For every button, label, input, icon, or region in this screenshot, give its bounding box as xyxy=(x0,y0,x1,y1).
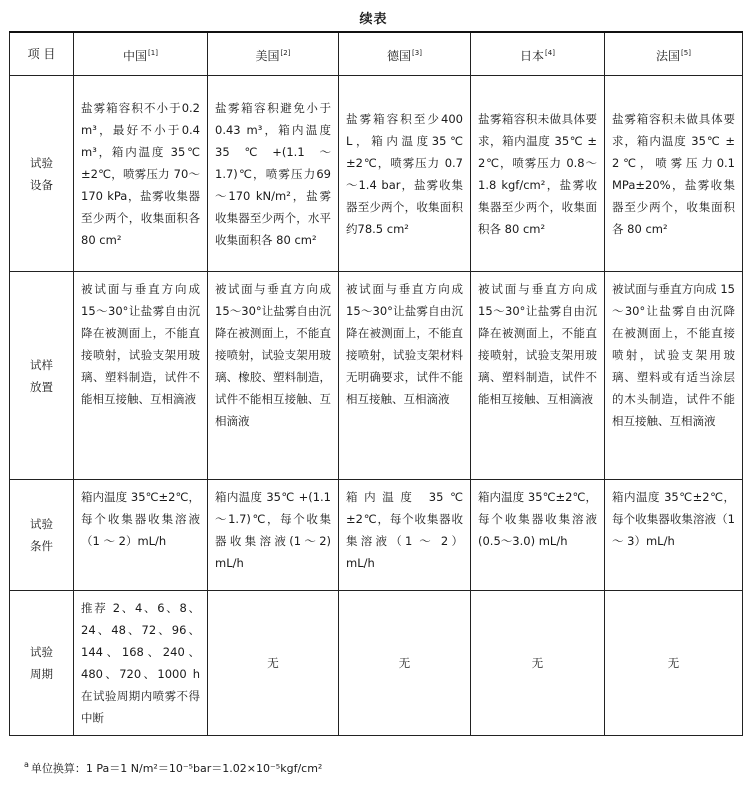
cell-france-placement: 被试面与垂直方向成 15～30°让盐雾自由沉降在被测面上，不能直接喷射，试验支架用玻璃、塑料或有适当涂层的木头制造，试件不能相互接触、互相滴液 xyxy=(605,272,743,480)
row-label-test-equipment: 试验 设备 xyxy=(10,76,74,272)
table-header-row xyxy=(10,32,743,76)
cell-germany-placement: 被试面与垂直方向成 15～30°让盐雾自由沉降在被测面上，不能直接喷射，试验支架材料无明确要求，试件不能相互接触、互相滴液 xyxy=(339,272,471,480)
unit-conversion-footnote xyxy=(24,760,322,776)
row-label-test-conditions: 试验 条件 xyxy=(10,480,74,591)
table-caption: 续表 xyxy=(359,12,388,27)
cell-china-conditions: 箱内温度 35℃±2℃，每个收集器收集溶液（1 ～ 2）mL/h xyxy=(74,480,208,591)
table-row xyxy=(10,272,743,480)
cell-japan-equipment: 盐雾箱容积未做具体要求，箱内温度 35℃ ± 2℃，喷雾压力 0.8～1.8 kgf/cm²，盐雾收集器至少两个，收集面积各 80 cm² xyxy=(471,76,605,272)
cell-germany-period: 无 xyxy=(339,591,471,736)
row-label-test-period: 试验 周期 xyxy=(10,591,74,736)
footnote-text: 单位换算：1 Pa＝1 N/m²＝10⁻⁵bar＝1.02×10⁻⁵kgf/cm² xyxy=(30,762,323,775)
header-country-japan: 日本[4] xyxy=(471,32,605,76)
salt-spray-standards-table xyxy=(9,31,743,736)
row-label-specimen-placement: 试样 放置 xyxy=(10,272,74,480)
cell-japan-conditions: 箱内温度 35℃±2℃，每个收集器收集溶液(0.5～3.0) mL/h xyxy=(471,480,605,591)
header-item: 项 目 xyxy=(10,32,74,76)
header-country-germany: 德国[3] xyxy=(339,32,471,76)
cell-germany-conditions: 箱内温度 35℃±2℃，每个收集器收集溶液（1 ～ 2）mL/h xyxy=(339,480,471,591)
table-row xyxy=(10,480,743,591)
cell-japan-period: 无 xyxy=(471,591,605,736)
cell-france-conditions: 箱内温度 35℃±2℃，每个收集器收集溶液（1 ～ 3）mL/h xyxy=(605,480,743,591)
cell-usa-equipment: 盐雾箱容积避免小于 0.43 m³，箱内温度 35℃+(1.1～1.7)℃，喷雾压力69～170 kN/m²，盐雾收集器至少两个，水平收集面积各 80 cm² xyxy=(208,76,339,272)
cell-usa-period: 无 xyxy=(208,591,339,736)
cell-china-equipment: 盐雾箱容积不小于0.2 m³，最好不小于0.4 m³，箱内温度 35℃±2℃，喷雾压力 70～170 kPa，盐雾收集器至少两个，收集面积各 80 cm² xyxy=(74,76,208,272)
table-row xyxy=(10,76,743,272)
cell-usa-placement: 被试面与垂直方向成 15～30°让盐雾自由沉降在被测面上，不能直接喷射，试验支架用玻璃、橡胶、塑料制造，试件不能相互接触、互相滴液 xyxy=(208,272,339,480)
cell-france-equipment: 盐雾箱容积未做具体要求，箱内温度 35℃ ± 2℃，喷雾压力0.1 MPa±20%，盐雾收集器至少两个，收集面积各 80 cm² xyxy=(605,76,743,272)
table-row xyxy=(10,591,743,736)
header-country-china: 中国[1] xyxy=(74,32,208,76)
cell-china-placement: 被试面与垂直方向成 15～30°让盐雾自由沉降在被测面上，不能直接喷射，试验支架用玻璃、塑料制造，试件不能相互接触、互相滴液 xyxy=(74,272,208,480)
header-country-usa: 美国[2] xyxy=(208,32,339,76)
cell-china-period: 推荐 2、4、6、8、24、48、72、96、144、168、240、480、720、1000 h 在试验周期内喷雾不得中断 xyxy=(74,591,208,736)
cell-france-period: 无 xyxy=(605,591,743,736)
cell-japan-placement: 被试面与垂直方向成 15～30°让盐雾自由沉降在被测面上，不能直接喷射，试验支架用玻璃、塑料制造，试件不能相互接触、互相滴液 xyxy=(471,272,605,480)
cell-germany-equipment: 盐雾箱容积至少400 L，箱内温度35℃±2℃，喷雾压力 0.7～1.4 bar，盐雾收集器至少两个，收集面积约78.5 cm² xyxy=(339,76,471,272)
footnote-mark: a xyxy=(24,760,29,769)
cell-usa-conditions: 箱内温度 35℃ +(1.1～1.7)℃，每个收集器收集溶液(1～2) mL/h xyxy=(208,480,339,591)
header-country-france: 法国[5] xyxy=(605,32,743,76)
